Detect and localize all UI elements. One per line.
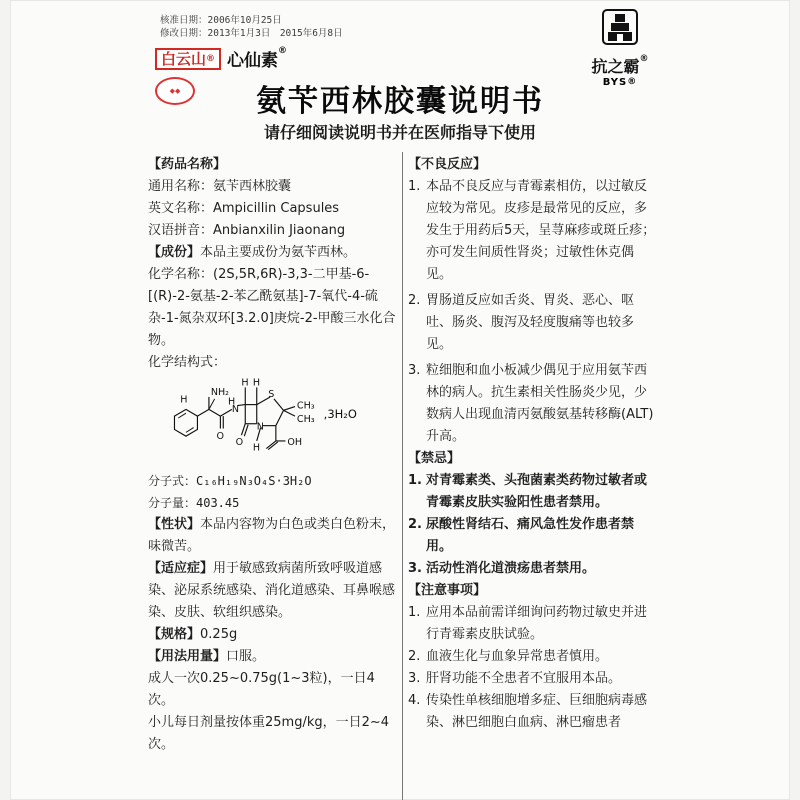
struct-n-ring: N bbox=[256, 421, 264, 433]
revision-date: 修改日期：2013年1月3日 2015年6月8日 bbox=[160, 28, 343, 39]
dosage-adult: 成人一次0.25~0.75g(1~3粒)，一日4次。 bbox=[148, 671, 375, 708]
indications-text: 用于敏感致病菌所致呼吸道感染、泌尿系统感染、消化道感染、耳鼻喉感染、皮肤、软组织感染。 bbox=[148, 561, 396, 620]
properties-text: 本品内容物为白色或类白色粉末，味微苦。 bbox=[148, 517, 396, 554]
leaflet-sheet bbox=[10, 0, 790, 800]
struct-s: S bbox=[268, 388, 275, 400]
chemical-structure-diagram bbox=[148, 374, 398, 462]
contraindication-item: 1. 对青霉素类、头孢菌素类药物过敏者或青霉素皮肤实验阳性患者禁用。 bbox=[408, 473, 648, 510]
brand-code: BYS® bbox=[602, 77, 638, 88]
precaution-item: 1. 应用本品前需详细询问药物过敏史并进行青霉素皮肤试验。 bbox=[408, 605, 648, 642]
struct-ch3-b: CH₃ bbox=[296, 413, 315, 425]
adverse-item: 2. 胃肠道反应如舌炎、胃炎、恶心、呕吐、肠炎、腹泻及轻度腹痛等也较多见。 bbox=[408, 293, 635, 352]
indications-heading: 【适应症】 bbox=[148, 561, 214, 576]
baiyunshan-logo: 白云山® bbox=[155, 48, 221, 70]
right-column bbox=[408, 154, 658, 734]
contraindications-heading: 【禁忌】 bbox=[408, 451, 461, 466]
tower-logo-icon bbox=[601, 8, 639, 46]
column-divider bbox=[402, 152, 403, 800]
struct-h-c3: H bbox=[252, 442, 261, 454]
precaution-item: 3. 肝肾功能不全患者不宜服用本品。 bbox=[408, 671, 622, 686]
left-column bbox=[148, 154, 398, 756]
contraindication-item: 3. 活动性消化道溃疡患者禁用。 bbox=[408, 561, 596, 576]
dosage-child: 小儿每日剂量按体重25mg/kg，一日2~4次。 bbox=[148, 715, 390, 752]
indications bbox=[148, 558, 398, 624]
pinyin-name: 汉语拼音：Anbianxilin Jiaonang bbox=[148, 223, 346, 238]
structure-label: 化学结构式： bbox=[148, 355, 227, 370]
document-title: 氨苄西林胶囊说明书 bbox=[256, 84, 544, 119]
document-subtitle: 请仔细阅读说明书并在医师指导下使用 bbox=[263, 123, 536, 142]
struct-h-c6: H bbox=[241, 377, 249, 389]
precaution-item: 2. 血液生化与血象异常患者慎用。 bbox=[408, 649, 609, 664]
contraindication-item: 2. 尿酸性肾结石、痛风急性发作患者禁用。 bbox=[408, 517, 635, 554]
specification bbox=[148, 624, 398, 646]
english-name: 英文名称：Ampicillin Capsules bbox=[148, 201, 340, 216]
properties bbox=[148, 514, 398, 558]
seal-icon: ◆◆ bbox=[155, 77, 195, 105]
brand-name-right: 抗之霸® bbox=[591, 54, 649, 76]
precaution-item: 4. 传染性单核细胞增多症、巨细胞病毒感染、淋巴细胞白血病、淋巴瘤患者 bbox=[408, 693, 648, 730]
brand-name-left: 心仙素® bbox=[227, 46, 288, 71]
composition-heading: 【成份】 bbox=[148, 245, 201, 260]
adverse-item: 1. 本品不良反应与青霉素相仿，以过敏反应较为常见。皮疹是最常见的反应，多发生于用药后5天，呈荨麻疹或斑丘疹；亦可发生间质性肾炎；过敏性休克偶见。 bbox=[408, 179, 656, 282]
adverse-heading: 【不良反应】 bbox=[408, 157, 487, 172]
drug-name-heading: 【药品名称】 bbox=[148, 157, 227, 172]
struct-o-lactam: O bbox=[235, 436, 244, 448]
struct-n-amide: N bbox=[231, 404, 240, 416]
approval-date: 核准日期：2006年10月25日 bbox=[160, 15, 282, 26]
brand-right bbox=[580, 8, 660, 88]
dosage-heading: 【用法用量】 bbox=[148, 649, 227, 664]
adverse-item: 3. 粒细胞和血小板减少偶见于应用氨苄西林的病人。抗生素相关性肠炎少见，少数病人出现血清丙氨酸氨基转移酶(ALT)升高。 bbox=[408, 363, 654, 444]
specification-heading: 【规格】 bbox=[148, 627, 201, 642]
struct-h-nh: H bbox=[228, 396, 236, 408]
molecular-weight: 分子量：403.45 bbox=[148, 496, 240, 510]
struct-oh: OH bbox=[287, 436, 303, 448]
struct-hydrate: ,3H₂O bbox=[323, 407, 357, 421]
dosage bbox=[148, 646, 398, 668]
molecular-formula: 分子式：C₁₆H₁₉N₃O₄S·3H₂O bbox=[148, 474, 312, 488]
struct-h-alpha: H bbox=[180, 394, 188, 406]
struct-h-c5: H bbox=[252, 377, 261, 389]
chemical-name: 化学名称：(2S,5R,6R)-3,3-二甲基-6-[(R)-2-氨基-2-苯乙酰氨基]-7-氧代-4-硫杂-1-氮杂双环[3.2.0]庚烷-2-甲酸三水化合物。 bbox=[148, 267, 396, 348]
precautions-heading: 【注意事项】 bbox=[408, 583, 487, 598]
struct-nh2: NH₂ bbox=[210, 387, 229, 399]
struct-ch3-a: CH₃ bbox=[296, 400, 315, 412]
composition-text: 本品主要成份为氨苄西林。 bbox=[200, 245, 357, 260]
date-info bbox=[160, 14, 343, 40]
generic-name: 通用名称：氨苄西林胶囊 bbox=[148, 179, 292, 194]
struct-o-amide: O bbox=[216, 431, 225, 443]
dosage-text: 口服。 bbox=[226, 649, 266, 664]
composition bbox=[148, 242, 398, 264]
specification-text: 0.25g bbox=[200, 627, 238, 642]
properties-heading: 【性状】 bbox=[148, 517, 201, 532]
